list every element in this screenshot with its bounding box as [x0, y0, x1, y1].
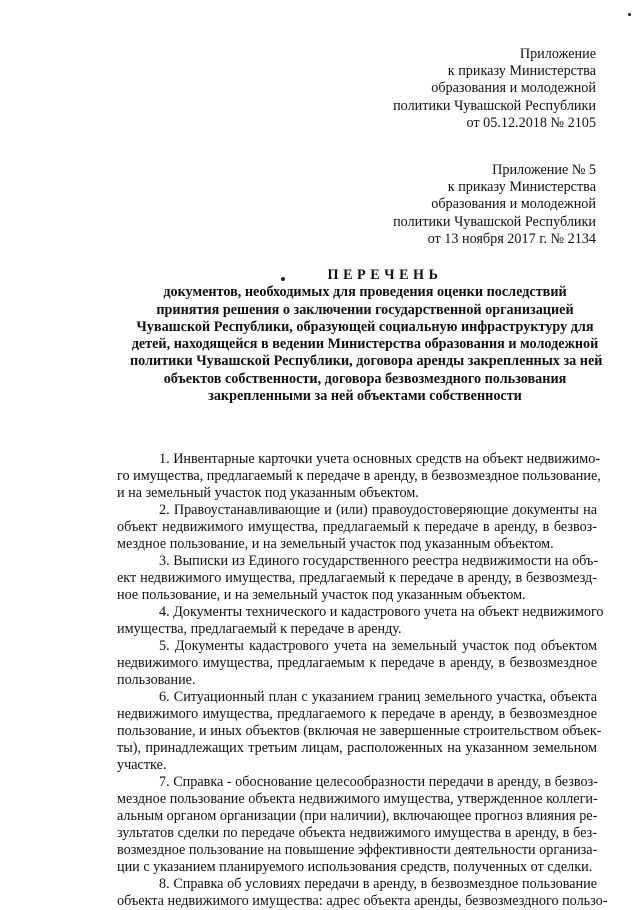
list-item — [117, 553, 597, 604]
list-item-line: альным органом организации (при наличии), включающее прогноз влияния ре- — [117, 808, 598, 824]
list-item-line: ное пользование, и на земельный участок под указанным объектом. — [117, 587, 526, 603]
list-item-line: недвижимого имущества, предлагаемым к передаче в аренду, в безвозмездное — [117, 655, 597, 671]
title-line: детей, находящейся в ведении Министерства образования и молодежной — [131, 336, 599, 353]
appendix-line: к приказу Министерства — [447, 179, 596, 196]
title-heading: ПЕРЕЧЕНЬ — [327, 267, 443, 283]
list-item-line: мездное пользование объекта недвижимого имущества, утвержденное коллеги- — [117, 791, 598, 807]
appendix-line: образования и молодежной — [431, 196, 596, 213]
list-item-line: 1. Инвентарные карточки учета основных средств на объект недвижимо- — [159, 451, 601, 467]
list-item-line: 8. Справка об условиях передачи в аренду, в безвозмездное пользование — [159, 876, 597, 892]
list-item-line: ции с указанием планируемого использования средств, полученных от сделки. — [117, 859, 593, 875]
list-item-line: и на земельный участок под указанным объектом. — [117, 485, 419, 501]
list-item-line: 4. Документы технического и кадастрового учета на объект недвижимого — [159, 604, 604, 620]
appendix-line: политики Чувашской Республики — [393, 97, 596, 114]
title-line: Чувашской Республики, образующей социальную инфраструктуру для — [136, 318, 594, 335]
list-item-line: объекта недвижимого имущества: адрес объекта аренды, безвозмездного пользо- — [117, 893, 608, 909]
appendix-header-1 — [393, 46, 596, 132]
title-line: закрепленными за ней объектами собственности — [208, 388, 522, 405]
appendix-line: Приложение № 5 — [492, 162, 596, 178]
list-item — [117, 502, 597, 553]
list-item-line: пользование, и иных объектов (включая не завершенные строительством объек- — [117, 723, 602, 739]
appendix-line: от 13 ноября 2017 г. № 2134 — [427, 230, 596, 247]
list-item — [117, 604, 604, 638]
appendix-line: к приказу Министерства — [447, 63, 596, 80]
list-item-line: 2. Правоустанавливающие и (или) правоудостоверяющие документы на — [159, 502, 597, 518]
list-item — [117, 774, 597, 876]
list-item-line: пользование. — [117, 672, 196, 688]
title-line: принятия решения о заключении государственной организацией — [156, 301, 574, 318]
list-item-line: недвижимого имущества, предлагаемого к передаче в аренду, в безвозмездное — [117, 706, 597, 722]
title-line: объектов собственности, договора безвозмездного пользования — [163, 370, 567, 387]
list-item-line: го имущества, предлагаемый к передаче в аренду, в безвозмездное пользование, — [117, 468, 601, 484]
appendix-header-2 — [393, 162, 596, 248]
list-item-line: ты), принадлежащих третьим лицам, расположенных на указанном земельном — [117, 740, 597, 756]
list-item-line: объект недвижимого имущества, предлагаемый к передаче в аренду, в безвоз- — [117, 519, 597, 535]
appendix-line: политики Чувашской Республики — [393, 213, 596, 230]
list-item — [117, 876, 608, 910]
document-body — [117, 451, 608, 910]
list-item — [117, 638, 597, 689]
title-line: политики Чувашской Республики, договора аренды закрепленных за ней — [130, 353, 603, 370]
list-item-line: 3. Выписки из Единого государственного реестра недвижимости на объ- — [159, 553, 599, 569]
list-item-line: участке. — [117, 757, 167, 773]
scan-speck — [628, 13, 631, 16]
appendix-line: Приложение — [519, 46, 596, 62]
list-item — [117, 451, 601, 502]
list-item-line: мездное пользование, и на земельный участок под указанным объектом. — [117, 536, 554, 552]
document-title — [130, 267, 603, 405]
appendix-line: от 05.12.2018 № 2105 — [466, 114, 596, 131]
list-item-line: 7. Справка - обоснование целесообразности передачи в аренду, в безвоз- — [159, 774, 598, 790]
list-item — [117, 689, 602, 774]
list-item-line: зультатов сделки по передаче объекта недвижимого имущества в аренду, в без- — [117, 825, 597, 841]
list-item-line: имущества, предлагаемый к передаче в аренду. — [117, 621, 402, 637]
list-item-line: ект недвижимого имущества, предлагаемый к передаче в аренду, в безвозмезд- — [117, 570, 597, 586]
title-line: документов, необходимых для проведения оценки последствий — [163, 284, 567, 301]
appendix-line: образования и молодежной — [431, 80, 596, 97]
list-item-line: 6. Ситуационный план с указанием границ земельного участка, объекта — [159, 689, 597, 705]
list-item-line: возмездное пользование на повышение эффективности деятельности организа- — [117, 842, 598, 858]
list-item-line: 5. Документы кадастрового учета на земельный участок под объектом — [159, 638, 597, 654]
